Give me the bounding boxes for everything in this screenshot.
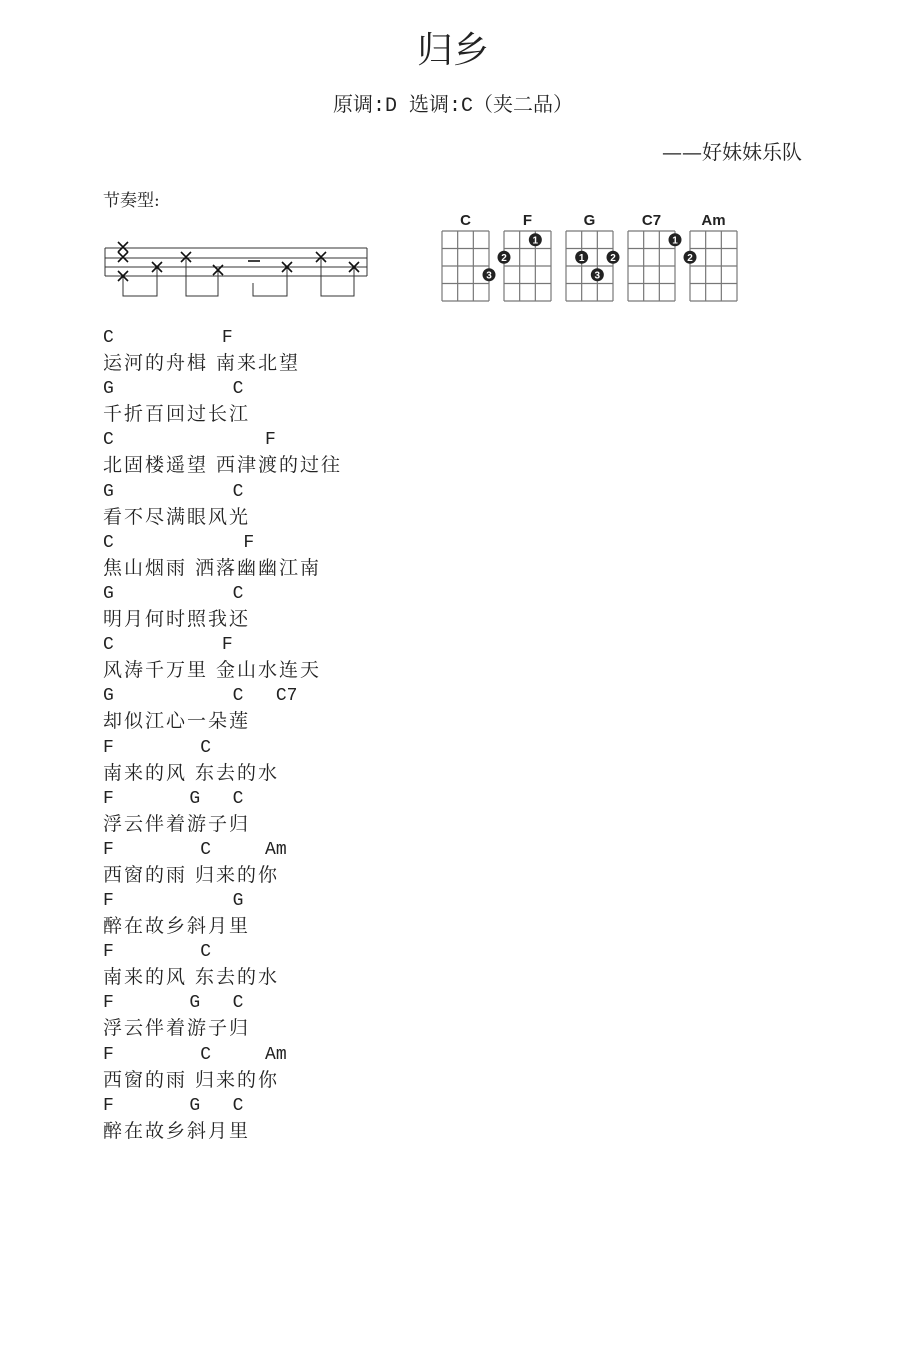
finger-number: 1 bbox=[672, 235, 678, 247]
song-line bbox=[103, 838, 342, 889]
lyric-line: 浮云伴着游子归 bbox=[103, 1017, 251, 1040]
finger-number: 2 bbox=[687, 252, 693, 264]
chord-line: C F bbox=[103, 635, 233, 656]
song-line bbox=[103, 991, 342, 1042]
lyric-line: 运河的舟楫 南来北望 bbox=[103, 352, 301, 374]
chord-line: F C Am bbox=[103, 839, 287, 860]
lyric-line: 看不尽满眼风光 bbox=[103, 505, 251, 528]
song-line bbox=[103, 736, 342, 787]
lyric-line: 明月何时照我还 bbox=[103, 607, 251, 630]
lyric-line: 风涛千万里 金山水连天 bbox=[103, 659, 322, 682]
chord-line: F C Am bbox=[103, 1044, 287, 1065]
song-line bbox=[103, 889, 342, 940]
finger-number: 1 bbox=[578, 252, 585, 264]
chord-line: F C bbox=[103, 942, 212, 963]
song-line bbox=[103, 684, 342, 735]
song-line bbox=[103, 633, 342, 684]
chord-line: F G bbox=[103, 891, 244, 912]
finger-number: 3 bbox=[594, 270, 601, 282]
lyric-line: 北固楼遥望 西津渡的过往 bbox=[103, 454, 343, 477]
chord-line: C F bbox=[103, 328, 233, 348]
song-line bbox=[103, 582, 342, 633]
chord-line: G C C7 bbox=[103, 686, 298, 707]
song-line bbox=[103, 377, 342, 428]
key-info: 原调:D 选调:C（夹二品） bbox=[332, 95, 573, 118]
chord-name: C bbox=[460, 212, 471, 229]
lyric-line: 南来的风 东去的水 bbox=[103, 966, 280, 989]
chord-line: G C bbox=[103, 583, 244, 604]
song-line bbox=[103, 531, 342, 582]
lyric-line: 千折百回过长江 bbox=[103, 403, 251, 426]
chord-line: G C bbox=[103, 481, 244, 502]
chord-line: F G C bbox=[103, 1095, 244, 1116]
song-line bbox=[103, 326, 342, 377]
song-line bbox=[103, 787, 342, 838]
chord-name: C7 bbox=[641, 212, 662, 229]
lyric-line: 醉在故乡斜月里 bbox=[103, 1119, 251, 1142]
chord-line: C F bbox=[103, 532, 255, 553]
chord-diagram-f bbox=[498, 212, 552, 301]
lyric-line: 浮云伴着游子归 bbox=[103, 812, 251, 835]
lyric-line: 西窗的雨 归来的你 bbox=[103, 1068, 280, 1091]
lyric-line: 却似江心一朵莲 bbox=[103, 710, 251, 733]
chord-name: F bbox=[522, 212, 533, 229]
chord-diagram-c bbox=[442, 212, 496, 301]
finger-number: 3 bbox=[486, 270, 492, 282]
lyric-line: 焦山烟雨 洒落幽幽江南 bbox=[103, 556, 322, 579]
chord-diagram-am bbox=[684, 212, 738, 301]
song-line bbox=[103, 480, 342, 531]
chord-line: C F bbox=[103, 430, 276, 451]
chord-name: Am bbox=[701, 212, 726, 229]
song-line bbox=[103, 428, 342, 479]
song-line bbox=[103, 1043, 342, 1094]
lyric-line: 南来的风 东去的水 bbox=[103, 761, 280, 784]
lyric-line: 西窗的雨 归来的你 bbox=[103, 863, 280, 886]
lyric-line: 醉在故乡斜月里 bbox=[103, 915, 251, 938]
strum-pattern bbox=[103, 238, 373, 300]
song-line bbox=[103, 940, 342, 991]
chord-line: G C bbox=[103, 379, 244, 400]
chord-diagram-g bbox=[566, 212, 620, 301]
chord-diagrams bbox=[438, 208, 748, 308]
chord-line: F C bbox=[103, 737, 212, 758]
lyrics-with-chords bbox=[103, 326, 342, 1145]
chord-line: F G C bbox=[103, 788, 244, 809]
song-title: 归乡 bbox=[416, 30, 489, 71]
artist: ——好妹妹乐队 bbox=[662, 140, 802, 164]
finger-number: 1 bbox=[532, 235, 539, 247]
chord-name: G bbox=[583, 212, 596, 229]
rhythm-label: 节奏型: bbox=[103, 191, 160, 211]
chord-diagram-c7 bbox=[628, 212, 682, 301]
song-line bbox=[103, 1094, 342, 1145]
chord-line: F G C bbox=[103, 993, 244, 1014]
finger-number: 2 bbox=[501, 252, 507, 264]
finger-number: 2 bbox=[610, 252, 616, 264]
